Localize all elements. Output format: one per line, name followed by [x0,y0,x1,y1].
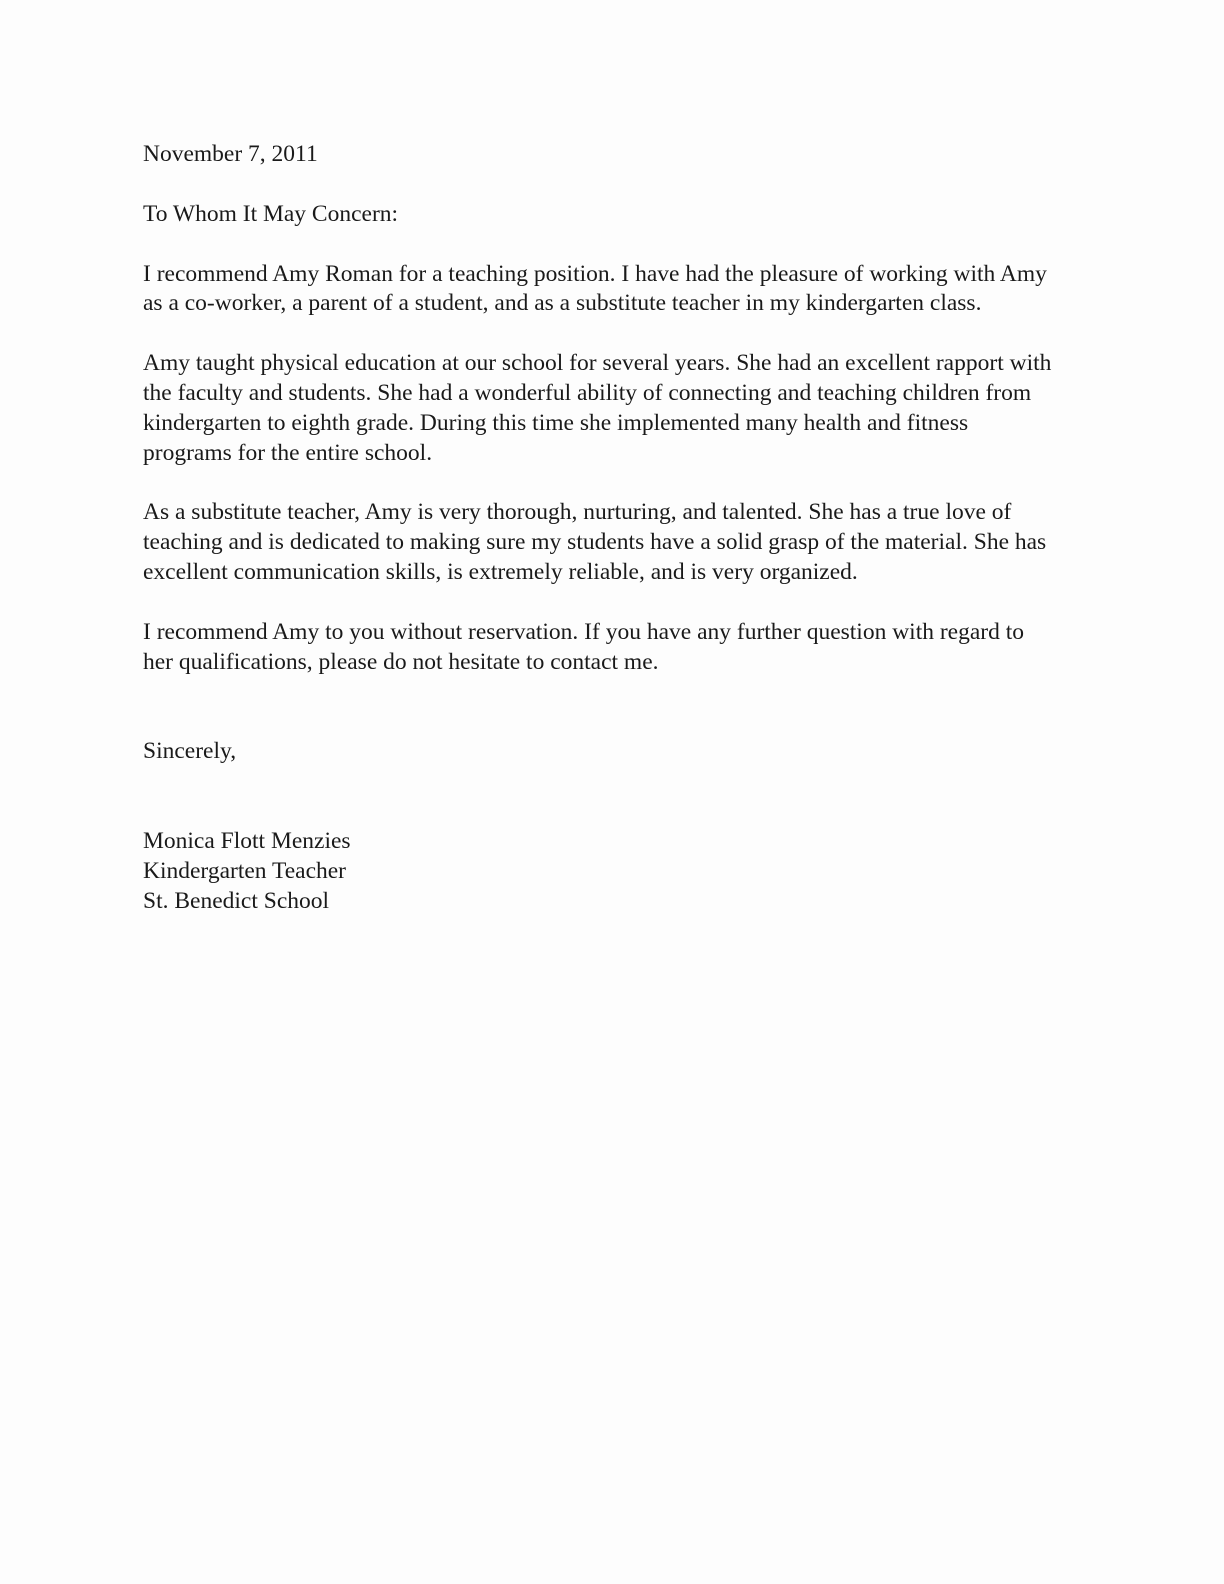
paragraph-line: teaching and is dedicated to making sure my students have a solid grasp of the material. She has [143,529,1047,556]
letter-date: November 7, 2011 [143,141,318,167]
paragraph-line: the faculty and students. She had a wonderful ability of connecting and teaching children from [143,379,1032,406]
body-paragraph-2 [143,349,1083,468]
recommendation-letter [143,140,1083,917]
signer-organization: St. Benedict School [143,887,330,914]
paragraph-line: programs for the entire school. [143,439,433,466]
body-paragraph-1 [143,260,1083,320]
paragraph-line: Amy taught physical education at our school for several years. She had an excellent rapport with [143,350,1052,377]
body-paragraph-4 [143,618,1083,678]
body-paragraph-3 [143,498,1083,587]
paragraph-line: kindergarten to eighth grade. During this time she implemented many health and fitness [143,409,969,436]
signer-name: Monica Flott Menzies [143,828,351,855]
signer-title: Kindergarten Teacher [143,857,347,884]
salutation: To Whom It May Concern: [143,200,399,227]
paragraph-line: As a substitute teacher, Amy is very thorough, nurturing, and talented. She has a true love of [143,499,1012,526]
signature-block [143,827,1083,916]
paragraph-line: I recommend Amy Roman for a teaching position. I have had the pleasure of working with Amy [143,260,1047,287]
paragraph-line: as a co-worker, a parent of a student, and as a substitute teacher in my kindergarten class. [143,290,982,317]
paragraph-line: excellent communication skills, is extremely reliable, and is very organized. [143,558,858,585]
paragraph-line: I recommend Amy to you without reservation. If you have any further question with regard to [143,618,1025,645]
paragraph-line: her qualifications, please do not hesitate to contact me. [143,648,659,675]
closing: Sincerely, [143,738,237,765]
